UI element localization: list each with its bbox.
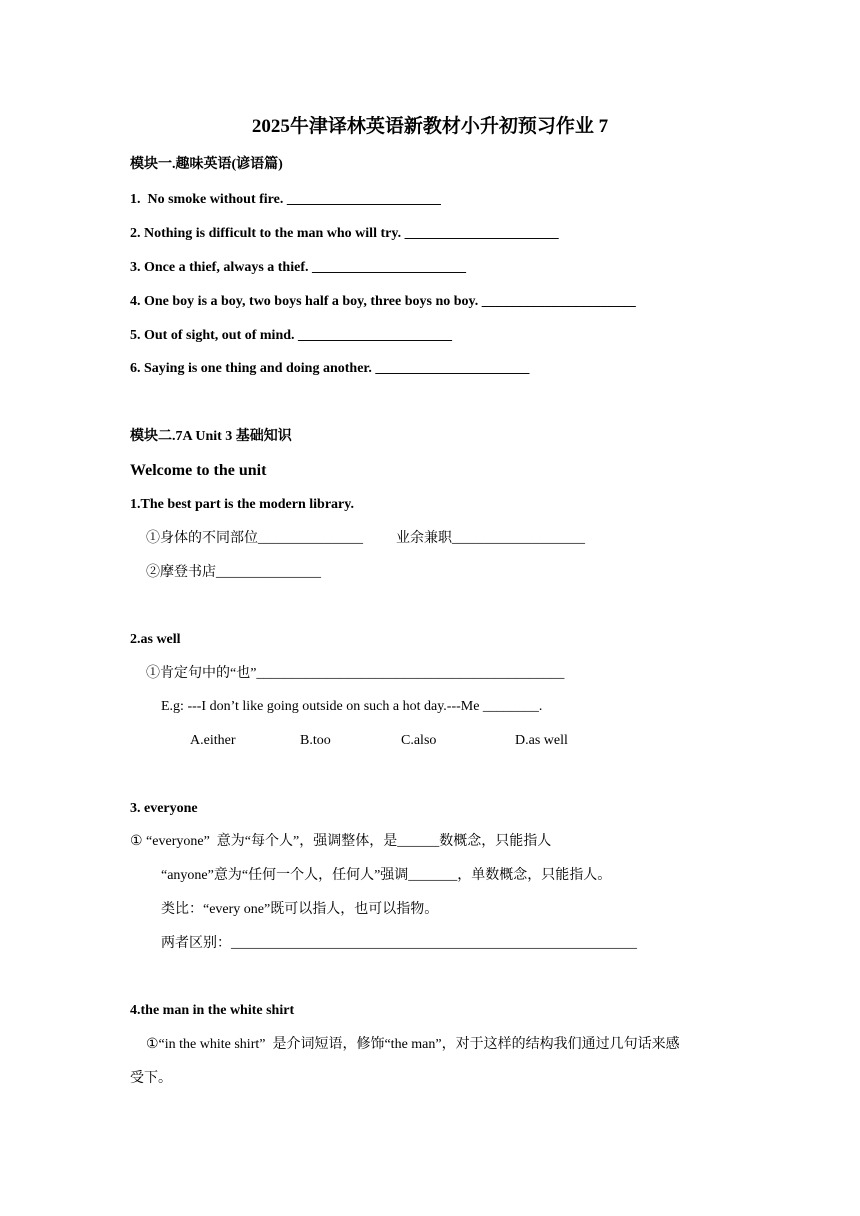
option-b: B.too [300, 733, 331, 748]
module2-subheading: Welcome to the unit [130, 462, 267, 479]
section1-title: 1.The best part is the modern library. [130, 497, 354, 512]
proverb-6: 6. Saying is one thing and doing another. ______________________ [130, 361, 530, 376]
page-title: 2025牛津译林英语新教材小升初预习作业 7 [251, 116, 609, 137]
proverb-4: 4. One boy is a boy, two boys half a boy, three boys no boy. ______________________ [130, 294, 636, 309]
module2-heading: 模块二.7A Unit 3 基础知识 [130, 429, 292, 444]
section1-line2: ②摩登书店_______________ [146, 565, 321, 580]
proverb-2: 2. Nothing is difficult to the man who will try. ______________________ [130, 226, 559, 241]
section2-example: E.g: ---I don’t like going outside on such a hot day.---Me ________. [161, 699, 543, 714]
proverb-5: 5. Out of sight, out of mind. ______________________ [130, 328, 453, 343]
section3-line3: 类比：“every one”既可以指人，也可以指物。 [161, 902, 439, 917]
proverb-1: 1. No smoke without fire. ______________________ [130, 192, 441, 207]
section2-line1: ①肯定句中的“也”____________________________________________ [146, 666, 565, 681]
section2-title: 2.as well [130, 632, 181, 647]
section4-title: 4.the man in the white shirt [130, 1003, 295, 1018]
section3-line1: ① “everyone” 意为“每个人”，强调整体，是______数概念，只能指人 [130, 834, 552, 849]
proverb-3: 3. Once a thief, always a thief. ______________________ [130, 260, 466, 275]
section1-line1b: 业余兼职___________________ [396, 531, 585, 546]
module1-heading: 模块一.趣味英语(谚语篇) [130, 157, 283, 172]
option-a: A.either [190, 733, 236, 748]
section4-line2: 受下。 [130, 1071, 172, 1086]
section1-line1a: ①身体的不同部位_______________ [146, 531, 363, 546]
section3-title: 3. everyone [130, 801, 198, 816]
section3-line2: “anyone”意为“任何一个人，任何人”强调_______，单数概念，只能指人。 [161, 868, 612, 883]
option-c: C.also [401, 733, 437, 748]
section3-line4: 两者区别：__________________________________________________________ [161, 936, 637, 951]
option-d: D.as well [515, 733, 568, 748]
section4-line1: ①“in the white shirt” 是介词短语，修饰“the man”，对于这样的结构我们通过几句话来感 [146, 1037, 680, 1052]
